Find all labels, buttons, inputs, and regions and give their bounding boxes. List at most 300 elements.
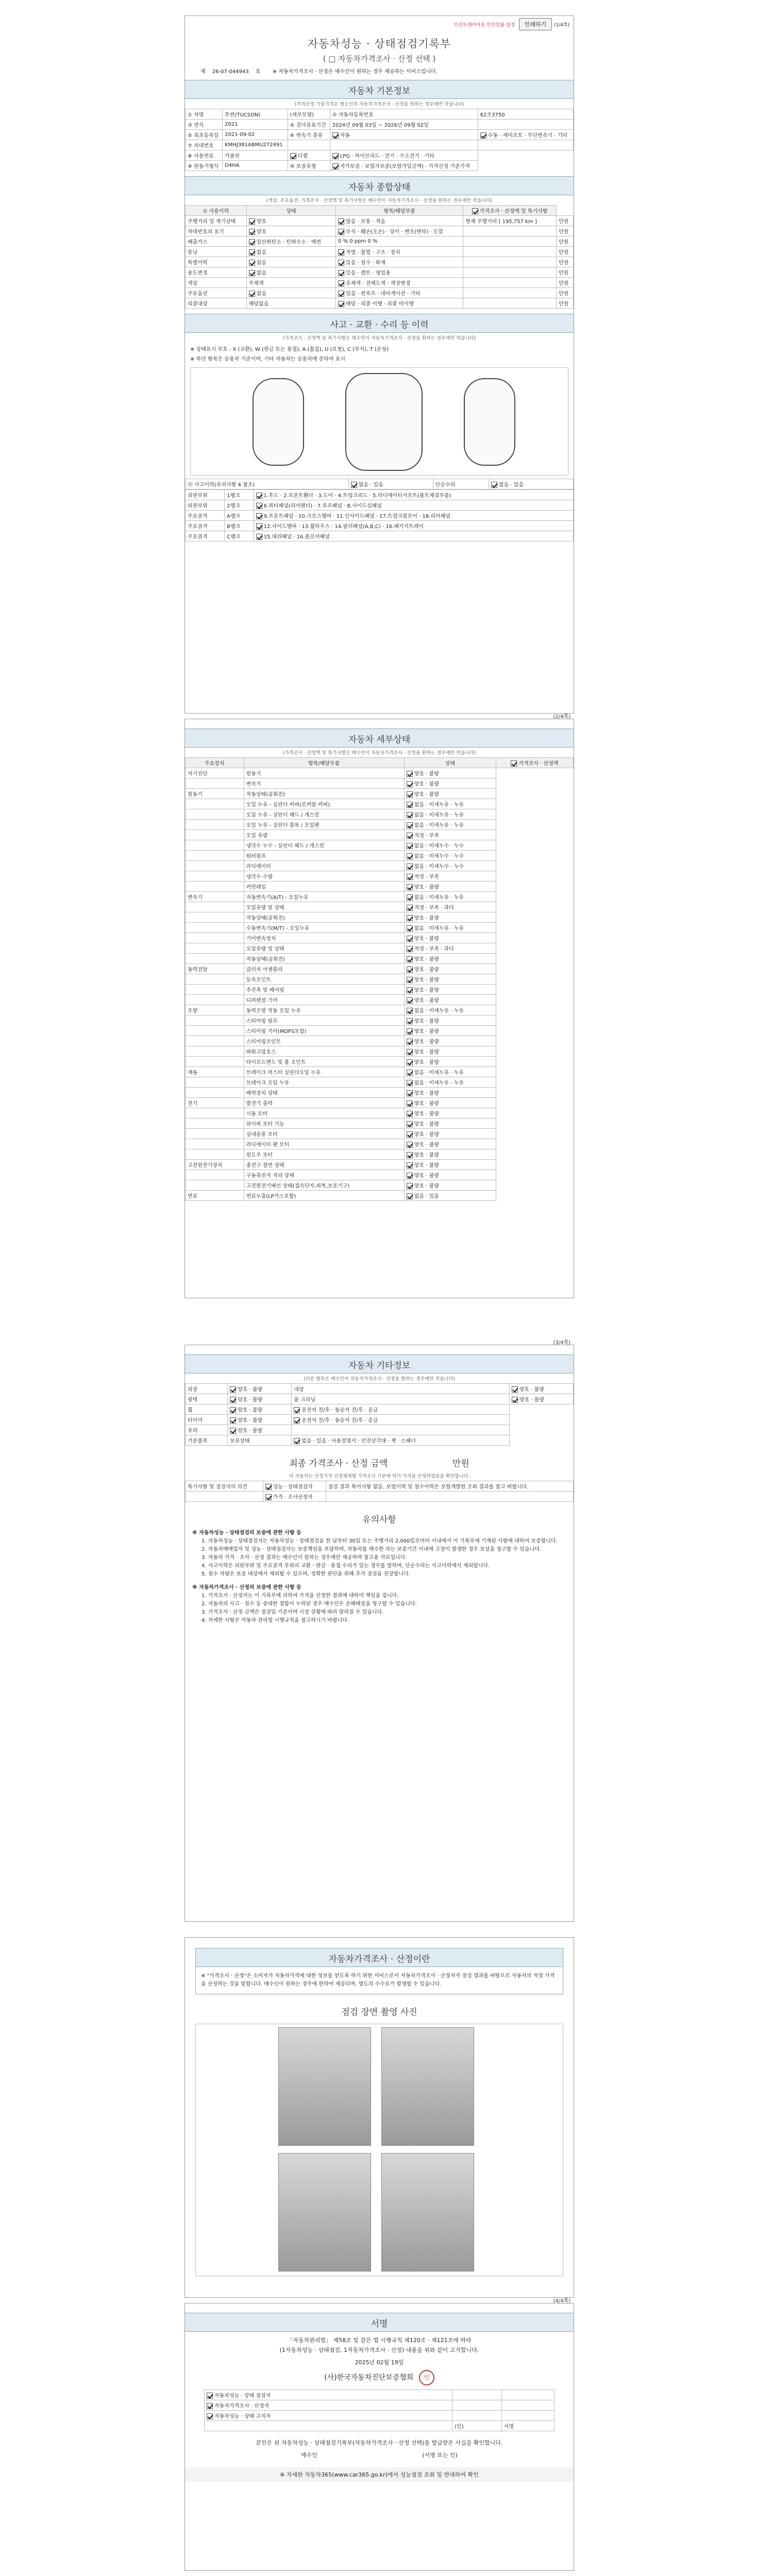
overall-cell <box>557 278 574 288</box>
page-2 <box>184 714 574 1298</box>
checkbox-icon[interactable] <box>407 853 413 859</box>
overall-cell <box>557 226 574 236</box>
detail-cell <box>186 892 244 902</box>
checkbox-icon[interactable] <box>407 1111 413 1117</box>
basic-cell <box>186 161 223 171</box>
checkbox-icon[interactable] <box>407 905 413 911</box>
checkbox-icon[interactable] <box>407 1152 413 1158</box>
checkbox-icon[interactable] <box>338 249 344 256</box>
checkbox-icon[interactable] <box>480 132 486 139</box>
frame-row <box>186 500 574 511</box>
checkbox-icon[interactable] <box>338 291 344 297</box>
detail-cell-text: 오일 누유 - 실린더 헤드 / 개스킷 <box>246 812 320 818</box>
checkbox-icon[interactable] <box>407 1142 413 1148</box>
detail-row <box>186 851 574 861</box>
frame-row <box>186 511 574 521</box>
frame-cell <box>186 511 225 521</box>
overall-row <box>186 278 574 288</box>
detail-cell-text: 변속기 <box>188 895 203 901</box>
frame-cell <box>254 511 573 521</box>
checkbox-icon[interactable] <box>407 771 413 777</box>
detail-cell <box>186 789 244 799</box>
detail-cell-text: 양호 · 불량 <box>414 957 439 962</box>
detail-row <box>186 882 574 892</box>
frame-cell-text: 외판부위 <box>188 503 208 509</box>
basic-cell <box>478 140 573 150</box>
basic-cell-text: ④ 검사유효기간 <box>290 123 326 128</box>
buyer-row <box>185 2451 574 2459</box>
checkbox-icon[interactable] <box>265 1494 272 1500</box>
checkbox-icon[interactable] <box>338 301 344 307</box>
checkbox-icon[interactable] <box>472 208 478 214</box>
other-cell <box>186 1435 228 1446</box>
detail-cell <box>404 1180 496 1191</box>
checkbox-icon[interactable] <box>407 894 413 901</box>
page-4a <box>184 1937 574 2298</box>
detail-row <box>186 861 574 871</box>
detail-cell <box>404 830 496 840</box>
detail-cell <box>186 1098 244 1108</box>
detail-row <box>186 1077 574 1088</box>
basic-cell <box>186 120 223 130</box>
basic-cell-text: ⑦ 차대번호 <box>188 143 214 149</box>
detail-row <box>186 933 574 943</box>
checkbox-icon[interactable] <box>407 956 413 962</box>
checkbox-icon[interactable] <box>256 493 262 499</box>
checkbox-icon[interactable] <box>338 260 344 266</box>
simple-a-cell <box>489 479 573 489</box>
overall-cell <box>463 247 557 257</box>
checkbox-icon[interactable] <box>332 163 339 170</box>
checkbox-icon[interactable] <box>332 132 339 139</box>
checkbox-icon[interactable] <box>407 925 413 931</box>
detail-cell <box>244 1005 404 1015</box>
checkbox-icon[interactable] <box>407 863 413 870</box>
other-row <box>186 1404 574 1415</box>
sign-cell <box>205 2400 452 2411</box>
overall-cell-text: 없음 <box>256 291 267 297</box>
detail-row <box>186 1088 574 1098</box>
basic-cell-text: (세부모델) <box>290 112 314 118</box>
checkbox-icon[interactable] <box>338 229 344 235</box>
checkbox-icon[interactable] <box>407 1008 413 1014</box>
checkbox-icon[interactable] <box>407 977 413 983</box>
sign-row <box>205 2390 554 2400</box>
checkbox-icon[interactable] <box>407 1131 413 1138</box>
detail-cell-text: 고전원전기장치 <box>188 1163 223 1168</box>
detail-cell <box>244 1139 404 1149</box>
checkbox-icon[interactable] <box>290 153 296 159</box>
frame-cell <box>225 511 254 521</box>
checkbox-icon[interactable] <box>407 1100 413 1107</box>
overall-header <box>186 206 574 216</box>
checkbox-icon[interactable] <box>407 1070 413 1076</box>
checkbox-icon[interactable] <box>511 760 517 767</box>
checkbox-icon[interactable] <box>407 1193 413 1199</box>
checkbox-icon[interactable] <box>230 1417 236 1423</box>
overall-cell-text: 현재 주행거리 [ 195,757 km ] <box>465 219 537 225</box>
sign-cell <box>501 2421 554 2431</box>
other-cell-text: 보유상태 <box>229 1438 250 1444</box>
other-cell-text: 양호 · 불량 <box>237 1428 263 1434</box>
overall-cell-text: 만원 <box>559 229 569 235</box>
final-cell <box>186 1492 263 1502</box>
checkbox-icon[interactable] <box>256 513 262 519</box>
other-heading: 자동차 기타정보 <box>185 1354 574 1374</box>
checkbox-icon[interactable] <box>294 1407 300 1413</box>
detail-cell <box>244 943 404 954</box>
checkbox-icon[interactable] <box>407 915 413 921</box>
detail-cell <box>404 820 496 830</box>
basic-cell-text: 62조3750 <box>480 112 505 118</box>
checkbox-icon[interactable] <box>338 280 344 286</box>
basic-row <box>186 120 574 130</box>
checkbox-icon[interactable] <box>230 1397 236 1403</box>
checkbox-icon[interactable] <box>249 218 255 225</box>
other-cell <box>292 1384 510 1394</box>
detail-cell <box>404 1170 496 1180</box>
detail-cell-text: 양호 · 불량 <box>414 1060 439 1065</box>
detail-cell <box>186 1191 244 1201</box>
overall-cell <box>557 216 574 226</box>
overall-cell <box>336 226 463 236</box>
basic-cell-text: 2021-09-02 <box>225 132 255 138</box>
checkbox-icon[interactable] <box>407 843 413 849</box>
checkbox-icon[interactable] <box>294 1438 300 1444</box>
page-number: (1/4쪽) <box>553 23 569 28</box>
detail-cell <box>186 882 244 892</box>
checkbox-icon[interactable] <box>407 946 413 952</box>
checkbox-icon[interactable] <box>338 270 344 276</box>
basic-cell <box>288 140 330 150</box>
checkbox-icon[interactable] <box>407 936 413 942</box>
detail-cell-text: 작동상태(공회전) <box>246 957 285 962</box>
overall-cell-text: 무채색 <box>248 281 264 286</box>
detail-cell <box>404 1191 496 1201</box>
final-text: 이 자동차는 산정가격 산정체계별 가격조사 기준에 의거 가격을 산정하였음을 확인합니다. <box>289 1474 470 1479</box>
final-cell-text: 성능 · 상태점검자 <box>273 1484 313 1490</box>
detail-cell <box>404 933 496 943</box>
sign-cell <box>501 2411 554 2421</box>
overall-cell-text: 만원 <box>559 240 569 245</box>
frame-cell-text: 외판부위 <box>188 493 208 499</box>
overall-cell-text: 특별이력 <box>188 260 208 266</box>
checkbox-icon[interactable] <box>249 239 255 245</box>
other-cell <box>186 1415 228 1425</box>
checkbox-icon[interactable] <box>407 1121 413 1127</box>
checkbox-icon[interactable] <box>256 503 262 509</box>
sign-cell-text: (인) <box>455 2424 464 2430</box>
detail-row <box>186 789 574 799</box>
checkbox-icon[interactable] <box>207 2393 213 2399</box>
checkbox-icon[interactable] <box>256 534 262 540</box>
checkbox-icon[interactable] <box>407 1162 413 1168</box>
detail-cell-text: 없음 · 미세누유 · 누유 <box>414 1070 464 1076</box>
sign-date: 2025년 02월 19일 <box>355 2359 404 2366</box>
basic-cell <box>330 140 478 150</box>
detail-cell-text: 라디에이터 <box>246 864 271 870</box>
checkbox-icon[interactable] <box>491 482 497 488</box>
checkbox-icon[interactable] <box>256 523 262 530</box>
detail-heading: 자동차 세부상태 <box>185 728 574 748</box>
other-cell <box>227 1404 291 1415</box>
final-row <box>186 1481 574 1492</box>
detail-cell <box>244 1170 404 1180</box>
simple-a: 없음 · 있음 <box>498 482 524 488</box>
checkbox-icon[interactable] <box>338 218 344 225</box>
sign-cell-text: 자동차성능 · 상태 점검자 <box>214 2393 271 2399</box>
detail-cell <box>244 1118 404 1129</box>
checkbox-icon[interactable] <box>512 1386 518 1393</box>
detail-cell <box>244 1191 404 1201</box>
overall-cell-text: 만원 <box>559 281 569 286</box>
detail-cell-text: 연료누출(LP가스포함) <box>246 1194 296 1199</box>
detail-row <box>186 809 574 820</box>
basic-cell-text: 투싼(TUCSON) <box>225 112 261 118</box>
overall-row <box>186 247 574 257</box>
overall-cell-text: 유채색 · 전체도색 · 색상변경 <box>346 281 411 286</box>
detail-cell <box>244 954 404 964</box>
checkbox-icon[interactable] <box>407 967 413 973</box>
checkbox-icon[interactable] <box>407 791 413 798</box>
basic-cell <box>223 140 288 150</box>
checkbox-icon[interactable] <box>407 987 413 993</box>
detail-cell <box>186 1139 244 1149</box>
checkbox-icon[interactable] <box>407 1049 413 1055</box>
overall-col-text: 가격조사 · 산정액 및 특기사항 <box>479 209 548 214</box>
checkbox-icon[interactable] <box>407 1183 413 1189</box>
detail-cell-text: 고전원전기배선 상태(접속단자,피복,보호기구) <box>246 1183 350 1189</box>
sign-cell <box>205 2421 452 2431</box>
frame-cell-text: 주요골격 <box>188 514 208 519</box>
detail-cell <box>404 1129 496 1139</box>
overall-col-text: ① 사용이력 <box>203 209 229 214</box>
checkbox-icon[interactable] <box>407 997 413 1004</box>
checkbox-icon[interactable] <box>407 802 413 808</box>
detail-cell-text: 브레이크 오일 누유 <box>246 1080 290 1086</box>
overall-row <box>186 257 574 267</box>
basic-cell-text: ⑩ 보증유형 <box>290 164 316 170</box>
detail-cell <box>186 974 244 985</box>
detail-cell <box>186 1180 244 1191</box>
buyer-sign[interactable]: (서명 또는 인) <box>422 2452 458 2459</box>
checkbox-icon[interactable] <box>249 291 255 297</box>
detail-cell-text: 자기진단 <box>188 771 208 777</box>
detail-cell <box>186 1077 244 1088</box>
receipt-text: 본인은 위 자동차성능 · 상태점검기록부(자동차가격조사 · 산정 선택)를 발급받은 사실을 확인합니다. <box>256 2439 503 2447</box>
frame-cell <box>254 521 573 531</box>
other-row <box>186 1435 574 1446</box>
checkbox-icon[interactable] <box>230 1428 236 1434</box>
frame-cell-text: 1랭크 <box>227 493 240 499</box>
overall-cell <box>336 267 463 278</box>
detail-cell <box>404 861 496 871</box>
detail-cell <box>244 1149 404 1160</box>
detail-cell <box>186 954 244 964</box>
detail-cell <box>244 1108 404 1118</box>
checkbox-icon[interactable] <box>407 1039 413 1045</box>
checkbox-icon[interactable] <box>407 884 413 890</box>
detail-cell <box>186 840 244 851</box>
sign-cell <box>205 2390 452 2400</box>
overall-cell <box>186 288 247 298</box>
detail-cell <box>404 985 496 995</box>
car-diagram <box>190 367 568 476</box>
overall-cell-text: 만원 <box>559 219 569 225</box>
other-cell <box>292 1415 510 1425</box>
checkbox-icon[interactable] <box>249 229 255 235</box>
detail-cell <box>186 1170 244 1180</box>
notes-p2: ※ 자동차가격조사 · 산정의 보증에 관한 사항 등 <box>192 1585 301 1590</box>
checkbox-icon[interactable] <box>407 1090 413 1096</box>
checkbox-icon[interactable] <box>407 1173 413 1179</box>
overall-cell-text: 있음 · 썬루프 · 네비게이션 · 기타 <box>346 291 421 297</box>
checkbox-icon[interactable] <box>407 1018 413 1024</box>
print-layout-link[interactable]: 프린트레이아웃 안보임률 설정 <box>453 23 515 28</box>
doc-subtitle: ( □ 자동차가격조사 · 산정 선택 ) <box>323 54 436 63</box>
frame-cell-text: B랭크 <box>227 524 241 530</box>
checkbox-icon[interactable] <box>351 482 357 488</box>
overall-cell-text: 만원 <box>559 260 569 266</box>
checkbox-icon[interactable] <box>249 270 255 276</box>
checkbox-icon[interactable] <box>332 153 339 159</box>
photos-heading: 점검 장면 촬영 사진 <box>195 2002 563 2020</box>
detail-cell-text: 스티어링 펌프 <box>246 1019 278 1024</box>
final-table <box>185 1481 574 1502</box>
overall-cell-text: 만원 <box>559 301 569 307</box>
sign-table <box>204 2389 554 2431</box>
detail-cell <box>186 985 244 995</box>
detail-note: (가격조사 · 산정액 및 특기사항은 매수인이 자동차가격조사 · 산정을 원하는 경우에만 작습니다) <box>282 751 476 756</box>
detail-cell-text: 디퍼렌셜 기어 <box>246 998 278 1004</box>
basic-cell <box>223 109 288 120</box>
checkbox-icon[interactable] <box>294 1417 300 1423</box>
checkbox-icon[interactable] <box>207 2403 213 2409</box>
detail-cell <box>186 768 244 778</box>
detail-row <box>186 1098 574 1108</box>
overall-cell <box>246 216 335 226</box>
checkbox-icon[interactable] <box>512 1397 518 1403</box>
checkbox-icon[interactable] <box>407 1028 413 1035</box>
detail-cell <box>244 861 404 871</box>
detail-cell <box>404 1077 496 1088</box>
detail-cell-text: 양호 · 불량 <box>414 1173 439 1179</box>
notes-item: 4. 사고이력은 외판부위 및 주요골격 부위의 교환 · 판금 · 용접 수리가 있는 경우를 말하며, 단순수리는 사고이력에서 제외합니다. <box>201 1563 490 1569</box>
guide-heading: 자동차가격조사 · 산정이란 <box>195 1948 563 1967</box>
frame-cell <box>225 500 254 511</box>
other-cell-text: 유리 <box>188 1428 198 1434</box>
sign-law-2: (1자동차성능 · 상태점검, 1자동차가격조사 · 산정) 내용을 위와 같이 고지합니다. <box>279 2346 479 2353</box>
checkbox-icon[interactable] <box>230 1386 236 1393</box>
detail-cell-text: 연료 <box>188 1194 198 1199</box>
basic-cell-text: 자동 <box>340 133 350 139</box>
basic-info-note: (가격산정 가중가격은 평소인의 자동차가격조사 · 산정을 원하는 경우에만 작습니다) <box>294 102 464 107</box>
basic-cell-text: KMHJ381ABMU272491 <box>225 142 283 148</box>
overall-row <box>186 226 574 236</box>
detail-cell <box>186 851 244 861</box>
detail-cell <box>404 1160 496 1170</box>
detail-cell-text: 냉각수 누수 - 실린더 헤드 / 개스킷 <box>246 843 325 849</box>
notes-item: 4. 자세한 사항은 자동차 관리법 시행규칙을 참고하시기 바랍니다. <box>201 1618 349 1623</box>
detail-cell-text: 양호 · 불량 <box>414 1019 439 1024</box>
overall-cell <box>557 288 574 298</box>
checkbox-icon[interactable] <box>407 781 413 787</box>
notes-item: 1. 가격조사 · 산정자는 이 기록부에 의하여 가격을 산정한 결과에 대하여 책임을 집니다. <box>201 1593 399 1599</box>
detail-cell <box>186 995 244 1005</box>
basic-cell-text: 2021 <box>225 122 238 127</box>
detail-row <box>186 943 574 954</box>
other-row <box>186 1394 574 1404</box>
checkbox-icon[interactable] <box>249 260 255 266</box>
final-row <box>186 1492 574 1502</box>
detail-cell <box>186 1067 244 1077</box>
detail-cell <box>186 923 244 933</box>
inspection-photo-3 <box>278 2153 371 2272</box>
detail-cell <box>404 1015 496 1026</box>
checkbox-icon[interactable] <box>265 1484 272 1490</box>
checkbox-icon[interactable] <box>207 2413 213 2419</box>
overall-cell-text: 배출가스 <box>188 240 208 245</box>
checkbox-icon[interactable] <box>407 1059 413 1065</box>
checkbox-icon[interactable] <box>249 249 255 256</box>
frame-table <box>185 489 574 541</box>
basic-cell <box>288 130 330 140</box>
print-button[interactable]: 인쇄하기 <box>519 18 552 30</box>
checkbox-icon[interactable] <box>407 1080 413 1086</box>
detail-cell-text: 기어변속장치 <box>246 936 276 942</box>
checkbox-icon[interactable] <box>230 1407 236 1413</box>
detail-cell <box>404 778 496 789</box>
detail-row <box>186 954 574 964</box>
other-cell <box>186 1394 228 1404</box>
overall-cell-text: 있음 · 침수 · 화재 <box>346 260 386 266</box>
detail-cell <box>404 912 496 923</box>
basic-cell-text: ③ 연식 <box>188 123 204 128</box>
detail-table <box>185 757 574 1201</box>
detail-cell-text: 양호 · 불량 <box>414 1101 439 1107</box>
overall-cell-text: 튜닝 <box>188 250 198 256</box>
detail-cell <box>244 1088 404 1098</box>
notes-item: 2. 자동차매매업자 및 성능 · 상태점검자는 보증책임을 부담하며, 자동차를 매수한 자는 보증기간 이내에 고장이 발생한 경우 보상을 청구할 수 있습니다. <box>201 1547 542 1552</box>
overall-cell <box>463 278 557 288</box>
detail-cell-text: 양호 · 불량 <box>414 782 439 787</box>
overall-cell-text: 0 % 0 ppm 0 % <box>338 239 378 244</box>
overall-cell <box>463 216 557 226</box>
detail-cell <box>404 1139 496 1149</box>
frame-cell-text: 9.프론트패널 · 10.크로스멤버 · 11.인사이드패널 · 17.트렁크플로어 · 18.리어패널 <box>263 514 451 519</box>
sign-heading: 서명 <box>185 2313 574 2332</box>
detail-cell-text: 없음 · 미세누유 · 누유 <box>414 1080 464 1086</box>
detail-cell <box>244 902 404 912</box>
checkbox-icon[interactable] <box>407 874 413 880</box>
checkbox-icon[interactable] <box>407 822 413 828</box>
detail-cell-text: 양호 · 불량 <box>414 1039 439 1045</box>
overall-cell <box>463 288 557 298</box>
simple-q: 단순수리 <box>433 479 489 489</box>
overall-cell-text: 색상 <box>188 281 198 286</box>
detail-cell-text: 윈도우 모터 <box>246 1153 273 1158</box>
checkbox-icon[interactable] <box>407 833 413 839</box>
overall-table <box>185 205 574 309</box>
detail-cell <box>244 1046 404 1057</box>
detail-cell <box>244 871 404 882</box>
detail-cell <box>244 964 404 974</box>
checkbox-icon[interactable] <box>407 812 413 818</box>
detail-row <box>186 1046 574 1057</box>
sign-cell <box>452 2400 502 2411</box>
detail-row <box>186 1118 574 1129</box>
other-cell-text: 룸 크리닝 <box>294 1397 316 1403</box>
